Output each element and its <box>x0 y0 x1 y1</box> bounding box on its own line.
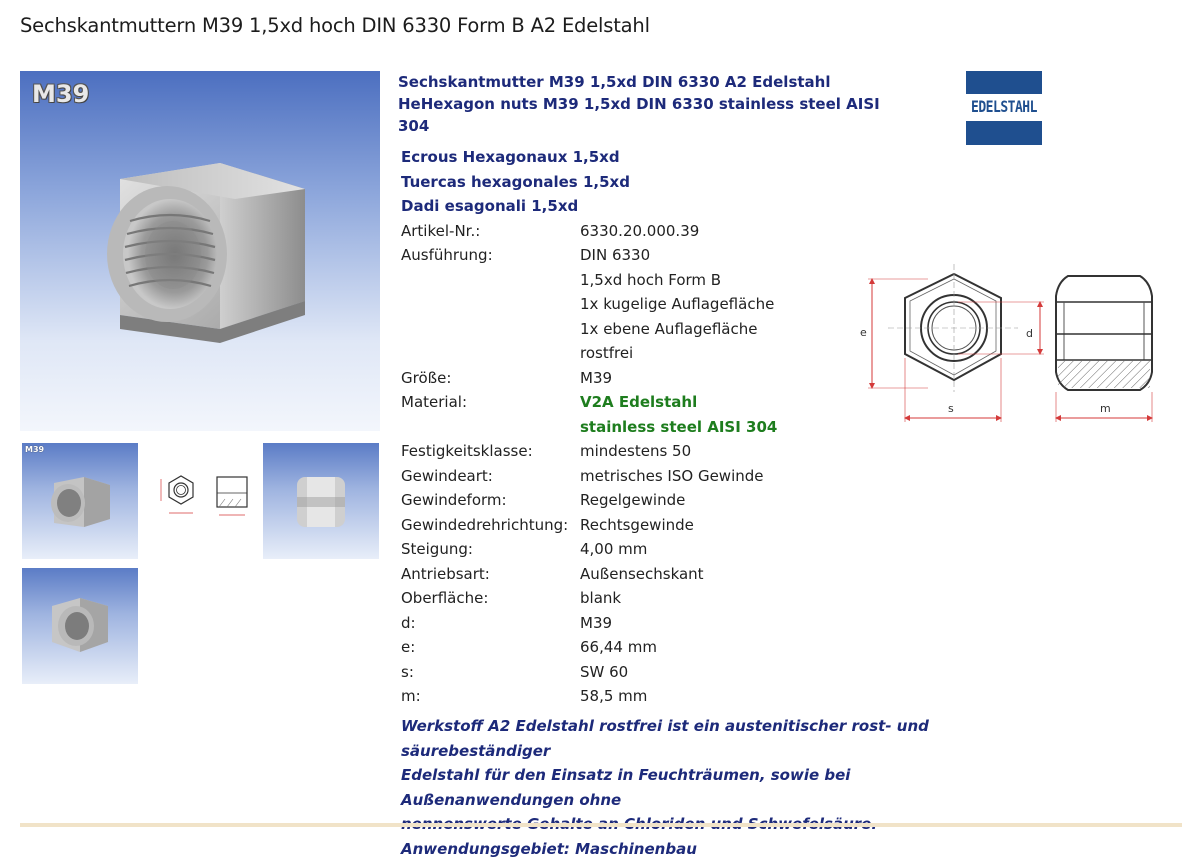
spec-value: mindestens 50 <box>580 439 958 464</box>
thumbnail-photo-side[interactable] <box>263 443 379 559</box>
size-badge: M39 <box>32 80 89 108</box>
spec-row-festigkeit <box>398 439 958 464</box>
spec-value: Regelgewinde <box>580 488 958 513</box>
spec-value: DIN 6330 <box>580 243 958 268</box>
translation-es: Tuercas hexagonales 1,5xd <box>398 170 958 195</box>
translation-fr: Ecrous Hexagonaux 1,5xd <box>398 145 958 170</box>
edelstahl-logo <box>966 71 1042 145</box>
spec-row-artikel <box>398 219 958 244</box>
spec-row-oberflaeche <box>398 586 958 611</box>
thumbnail-drawing[interactable] <box>143 443 259 559</box>
thumbnail-photo-2[interactable] <box>22 568 138 684</box>
spec-row-e <box>398 635 958 660</box>
note-line: Edelstahl für den Einsatz in Feuchträumen, sowie bei Außenanwendungen ohne <box>401 763 1021 812</box>
spec-value: 1,5xd hoch Form B <box>580 268 958 293</box>
main-product-image[interactable] <box>20 71 380 431</box>
spec-label: Festigkeitsklasse: <box>401 439 580 464</box>
spec-label: Artikel-Nr.: <box>401 219 580 244</box>
spec-value: 1x ebene Auflagefläche <box>580 317 958 342</box>
spec-row-gewindeart <box>398 464 958 489</box>
note-line: Anwendungsgebiet: Maschinenbau <box>401 837 1021 861</box>
material-value: V2A Edelstahl <box>580 390 958 415</box>
hex-nut-thumb-icon <box>22 443 138 559</box>
spec-value: SW 60 <box>580 660 958 685</box>
hex-nut-photo <box>20 71 380 431</box>
technical-drawing <box>858 262 1168 432</box>
label-s: s <box>948 402 954 415</box>
spec-row-d <box>398 611 958 636</box>
spec-value: 1x kugelige Auflagefläche <box>580 292 958 317</box>
label-m: m <box>1100 402 1111 415</box>
spec-row-s <box>398 660 958 685</box>
spec-label: Material: <box>401 390 580 439</box>
spec-label: Gewindeart: <box>401 464 580 489</box>
spec-label: Ausführung: <box>401 243 580 366</box>
spec-row-m <box>398 684 958 709</box>
spec-value: rostfrei <box>580 341 958 366</box>
label-e: e <box>860 326 867 339</box>
spec-row-antrieb <box>398 562 958 587</box>
label-d: d <box>1026 327 1033 340</box>
bottom-divider <box>20 823 1182 827</box>
technical-drawing-thumb-icon <box>143 443 259 559</box>
spec-label: e: <box>401 635 580 660</box>
spec-row-steigung <box>398 537 958 562</box>
spec-value: 6330.20.000.39 <box>580 219 958 244</box>
spec-value: M39 <box>580 366 958 391</box>
material-note <box>401 714 1021 861</box>
spec-label: Gewindedrehrichtung: <box>401 513 580 538</box>
spec-value: 4,00 mm <box>580 537 958 562</box>
logo-text: EDELSTAHL <box>971 98 1037 117</box>
hex-nut-front-thumb-icon <box>22 568 138 684</box>
spec-label: Antriebsart: <box>401 562 580 587</box>
spec-label: Gewindeform: <box>401 488 580 513</box>
note-line: Werkstoff A2 Edelstahl rostfrei ist ein austenitischer rost- und säurebeständiger <box>401 714 1021 763</box>
product-heading-de: Sechskantmutter M39 1,5xd DIN 6330 A2 Edelstahl <box>398 71 958 93</box>
page-title: Sechskantmuttern M39 1,5xd hoch DIN 6330 Form B A2 Edelstahl <box>20 14 650 37</box>
spec-label: Steigung: <box>401 537 580 562</box>
spec-label: s: <box>401 660 580 685</box>
spec-value: 66,44 mm <box>580 635 958 660</box>
nut-dimension-drawing-icon <box>858 262 1168 432</box>
product-heading-en: HeHexagon nuts M39 1,5xd DIN 6330 stainless steel AISI <box>398 93 958 115</box>
product-heading-en-cont: 304 <box>398 115 958 137</box>
thumb-size-badge: M39 <box>25 445 44 454</box>
spec-label: Größe: <box>401 366 580 391</box>
spec-label: m: <box>401 684 580 709</box>
hex-nut-side-thumb-icon <box>263 443 379 559</box>
spec-value: M39 <box>580 611 958 636</box>
spec-label: d: <box>401 611 580 636</box>
spec-value: Rechtsgewinde <box>580 513 958 538</box>
translation-it: Dadi esagonali 1,5xd <box>398 194 958 219</box>
spec-row-drehrichtung <box>398 513 958 538</box>
spec-row-gewindeform <box>398 488 958 513</box>
spec-value: Außensechskant <box>580 562 958 587</box>
spec-value: metrisches ISO Gewinde <box>580 464 958 489</box>
spec-value: 58,5 mm <box>580 684 958 709</box>
material-value: stainless steel AISI 304 <box>580 415 958 440</box>
thumbnail-photo-1[interactable] <box>22 443 138 559</box>
spec-label: Oberfläche: <box>401 586 580 611</box>
spec-value: blank <box>580 586 958 611</box>
